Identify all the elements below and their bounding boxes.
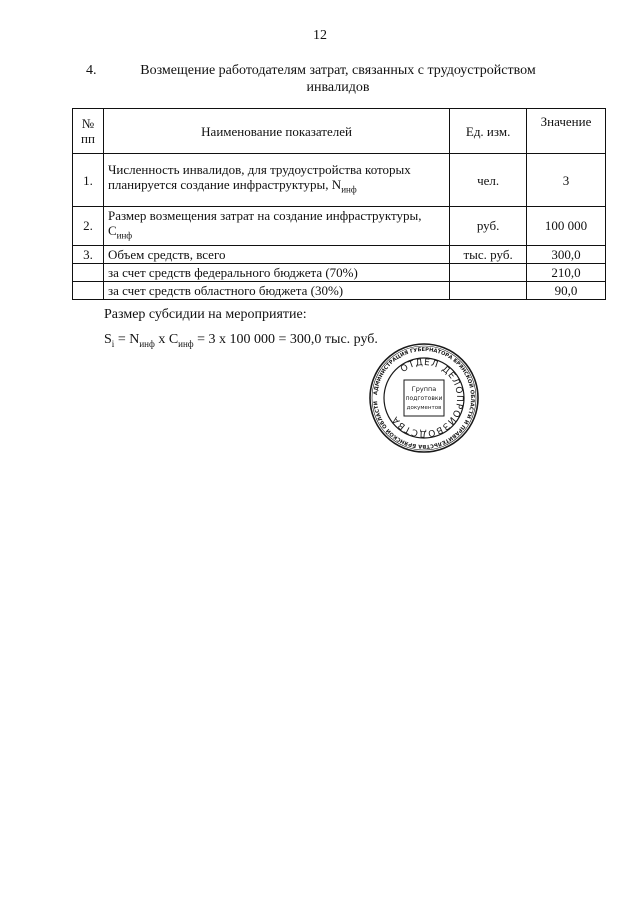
row-number <box>73 281 104 299</box>
table-row <box>73 154 606 207</box>
row-unit: руб. <box>450 207 527 246</box>
row-symbol-subscript: инф <box>116 230 133 241</box>
formula-times: х <box>154 332 169 347</box>
page-number: 12 <box>313 28 327 43</box>
row-symbol: С <box>107 223 117 238</box>
header-value: Значение <box>527 109 606 154</box>
table-row <box>73 263 606 281</box>
row-value: 3 <box>527 154 606 207</box>
formula-n: N <box>129 332 140 347</box>
formula-s: S <box>104 332 112 347</box>
header-name: Наименование показателей <box>103 109 449 154</box>
row-name <box>103 154 449 207</box>
subsidy-label: Размер субсидии на мероприятие: <box>104 307 307 322</box>
row-number <box>73 263 104 281</box>
row-value: 100 000 <box>527 207 606 246</box>
row-symbol-subscript: инф <box>341 184 357 195</box>
section-title: Возмещение работодателям затрат, связанных с трудоустройством инвалидов <box>140 63 536 95</box>
row-number: 2. <box>73 207 104 246</box>
row-value: 90,0 <box>527 281 606 299</box>
row-number: 1. <box>73 154 104 207</box>
formula-result: = 3 х 100 000 = 300,0 тыс. руб. <box>193 332 378 347</box>
stamp-center-line-2: подготовки <box>405 395 443 402</box>
row-name: за счет средств областного бюджета (30%) <box>103 281 449 299</box>
section-number: 4. <box>86 63 97 78</box>
formula-c-subscript: инф <box>178 338 194 349</box>
formula-c: С <box>168 332 179 347</box>
header-unit: Ед. изм. <box>450 109 527 154</box>
table-row <box>73 281 606 299</box>
row-name <box>103 207 449 246</box>
stamp-outer-ring-text: АДМИНИСТРАЦИЯ ГУБЕРНАТОРА БРЯНСКОЙ ОБЛАСТИ И ПРАВИТЕЛЬСТВА БРЯНСКОЙ ОБЛАСТИ <box>373 346 476 450</box>
table-row <box>73 245 606 263</box>
row-unit: тыс. руб. <box>450 245 527 263</box>
row-value: 300,0 <box>527 245 606 263</box>
table-row <box>73 207 606 246</box>
row-value: 210,0 <box>527 263 606 281</box>
row-unit <box>450 263 527 281</box>
office-stamp <box>368 342 480 454</box>
stamp-inner-ring-text: ОТДЕЛ ДЕЛОПРОИЗВОДСТВА <box>390 357 465 439</box>
subsidy-formula <box>104 332 378 349</box>
row-name: Объем средств, всего <box>103 245 449 263</box>
row-symbol: N <box>331 177 342 193</box>
indicators-table <box>72 108 606 300</box>
row-unit: чел. <box>450 154 527 207</box>
row-name-text: Размер возмещения затрат на создание инфраструктуры, <box>107 208 422 223</box>
formula-equals: = <box>114 332 130 347</box>
row-name-text: Численность инвалидов, для трудоустройства которых планируется создание инфраструктуры, <box>107 162 411 193</box>
row-unit <box>450 281 527 299</box>
header-number: № пп <box>73 109 104 154</box>
formula-n-subscript: инф <box>139 338 155 349</box>
formula-s-subscript: i <box>111 338 115 349</box>
table-header-row <box>73 109 606 154</box>
stamp-center-line-3: документов <box>406 405 442 411</box>
row-name: за счет средств федерального бюджета (70%) <box>103 263 449 281</box>
row-number: 3. <box>73 245 104 263</box>
stamp-center-line-1: Группа <box>411 385 437 393</box>
